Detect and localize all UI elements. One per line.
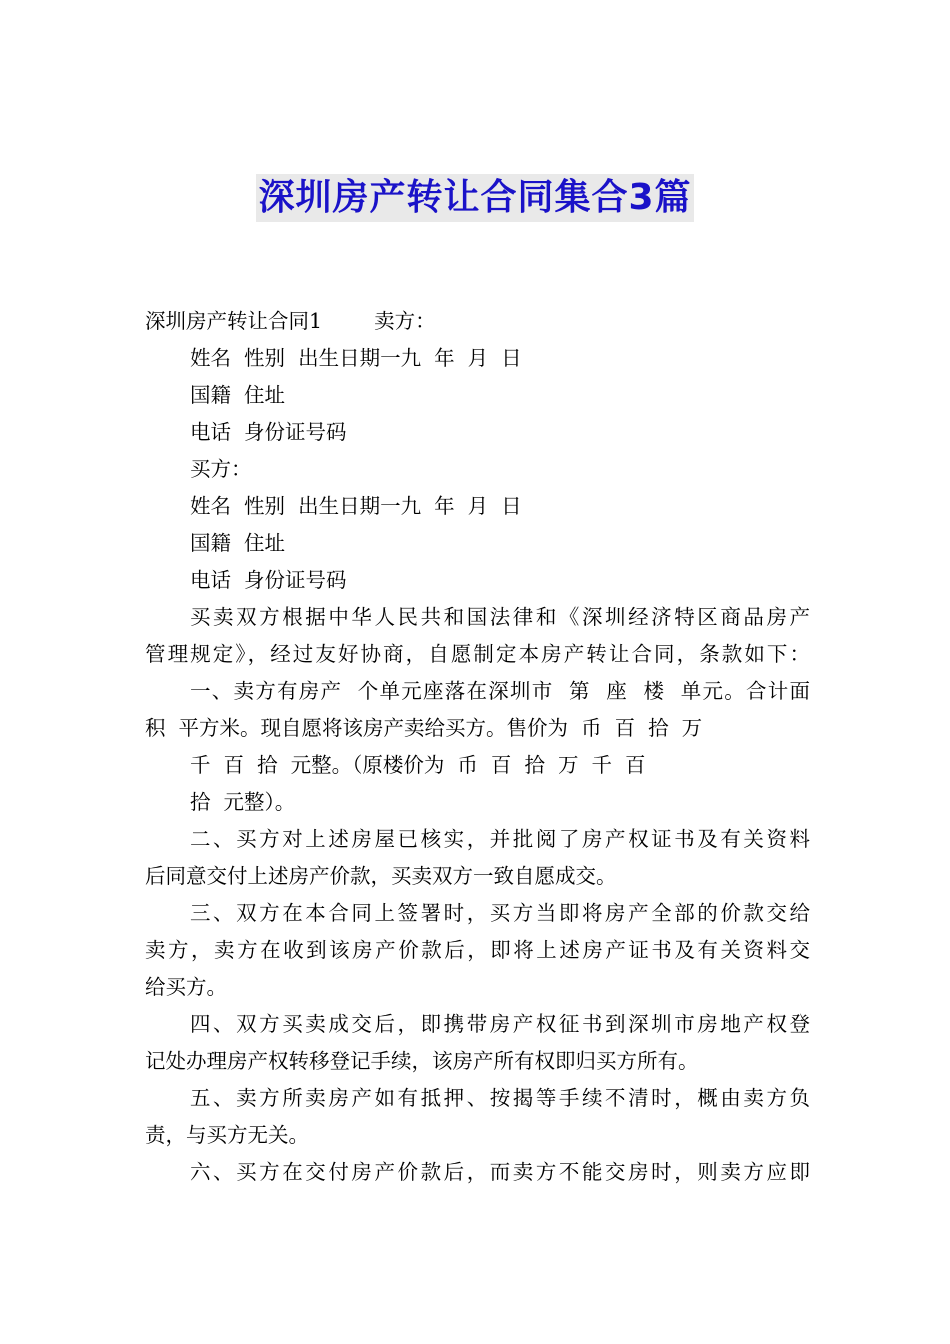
text-line: 一、卖方有房产 个单元座落在深圳市 第 座 楼 单元。合计面 (190, 679, 810, 703)
text-line: 管理规定》，经过友好协商，自愿制定本房产转让合同，条款如下： (145, 642, 810, 666)
text-line: 五、卖方所卖房产如有抵押、按揭等手续不清时，概由卖方负 (190, 1086, 810, 1110)
document-body (145, 303, 810, 1191)
text-line: 深圳房产转让合同1 卖方： (145, 309, 436, 333)
text-line: 三、双方在本合同上签署时，买方当即将房产全部的价款交给 (190, 901, 810, 925)
text-line: 积 平方米。现自愿将该房产卖给买方。售价为 币 百 拾 万 (145, 716, 703, 740)
text-line: 记处办理房产权转移登记手续，该房产所有权即归买方所有。 (145, 1049, 699, 1073)
text-line: 国籍 住址 (190, 383, 286, 407)
text-line: 四、双方买卖成交后，即携带房产权征书到深圳市房地产权登 (190, 1012, 810, 1036)
text-line: 电话 身份证号码 (190, 420, 347, 444)
text-line: 后同意交付上述房产价款，买卖双方一致自愿成交。 (145, 864, 617, 888)
text-line: 电话 身份证号码 (190, 568, 347, 592)
text-line: 姓名 性别 出生日期一九 年 月 日 (190, 346, 522, 370)
text-line: 千 百 拾 元整。（原楼价为 币 百 拾 万 千 百 (190, 753, 646, 777)
text-line: 责，与买方无关。 (145, 1123, 309, 1147)
title-container (0, 174, 950, 222)
text-line: 国籍 住址 (190, 531, 286, 555)
text-line: 买卖双方根据中华人民共和国法律和《深圳经济特区商品房产 (190, 605, 810, 629)
document-title: 深圳房产转让合同集合3篇 (256, 174, 693, 222)
text-line: 给买方。 (145, 975, 227, 999)
text-line: 六、买方在交付房产价款后，而卖方不能交房时，则卖方应即 (190, 1160, 810, 1184)
text-line: 拾 元整）。 (190, 790, 296, 814)
text-line: 卖方，卖方在收到该房产价款后，即将上述房产证书及有关资料交 (145, 938, 810, 962)
text-line: 买方： (190, 457, 252, 481)
text-line: 二、买方对上述房屋已核实，并批阅了房产权证书及有关资料 (190, 827, 810, 851)
text-line: 姓名 性别 出生日期一九 年 月 日 (190, 494, 522, 518)
